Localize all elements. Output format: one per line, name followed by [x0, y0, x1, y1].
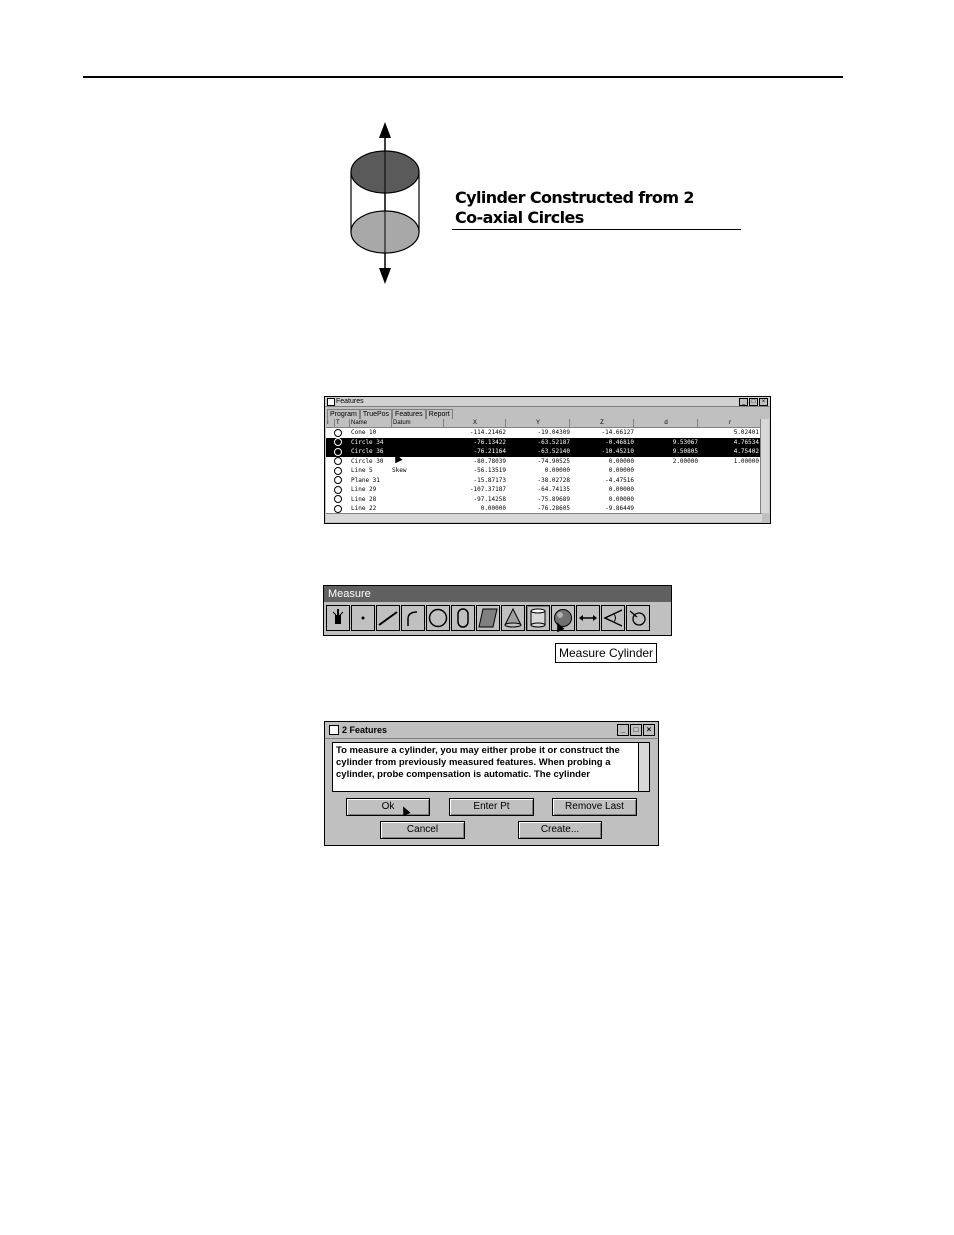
column-header-d[interactable]: d: [634, 419, 698, 427]
feature-x: -76.13422: [473, 438, 506, 446]
cylinder-button[interactable]: [526, 605, 550, 631]
feature-datum: [392, 504, 444, 513]
column-header-datum[interactable]: Datum: [392, 419, 444, 427]
probe-button[interactable]: [326, 605, 350, 631]
feature-type-icon: [334, 486, 342, 494]
features-window-title: Features: [336, 398, 364, 405]
feature-name: Line 5: [351, 467, 373, 474]
figure-title: [455, 188, 694, 228]
column-header-r[interactable]: r: [698, 419, 762, 427]
features-window-titlebar[interactable]: [325, 397, 770, 407]
dialog-message: To measure a cylinder, you may either probe it or construct the cylinder from previously measured features. When probing a cylinder, probe compensation is automatic. The cylinder: [336, 745, 620, 780]
slot-button[interactable]: [451, 605, 475, 631]
column-header-z[interactable]: Z: [570, 419, 634, 427]
column-header-t[interactable]: T: [335, 419, 350, 427]
table-row[interactable]: [326, 457, 762, 467]
column-header-i[interactable]: I: [326, 419, 335, 427]
feature-type-icon: [334, 505, 342, 513]
feature-x: -15.87173: [473, 476, 506, 484]
enter-pt-button[interactable]: Enter Pt: [449, 798, 534, 816]
feature-x: -114.21462: [469, 429, 506, 436]
table-row[interactable]: [326, 495, 762, 505]
feature-d: [634, 485, 698, 495]
feature-y: -64.74135: [537, 486, 570, 493]
dialog-message-box[interactable]: [332, 742, 650, 792]
cone-icon: [504, 608, 522, 628]
header-rule: [83, 76, 843, 78]
features-window: [324, 396, 771, 524]
feature-y: 0.00000: [544, 467, 570, 474]
feature-type-icon: [334, 457, 342, 465]
shape-icon: [326, 504, 350, 513]
distance-button[interactable]: [576, 605, 600, 631]
feature-r: [698, 485, 762, 495]
dialog-maximize-icon[interactable]: □: [630, 724, 642, 736]
feature-name: Line 28: [351, 495, 377, 503]
line-button[interactable]: [376, 605, 400, 631]
feature-name: Line 29: [351, 486, 377, 493]
feature-x: -76.21164: [473, 448, 506, 455]
feature-r: [698, 466, 762, 476]
orientation-button[interactable]: [626, 605, 650, 631]
table-row[interactable]: [326, 466, 762, 476]
feature-datum: [392, 438, 444, 448]
feature-z: -10.45210: [601, 448, 634, 455]
feature-r: 4.76534: [733, 438, 759, 446]
feature-d: [634, 476, 698, 486]
tab-program[interactable]: Program: [327, 409, 360, 419]
feature-x: -80.78039: [473, 457, 506, 465]
feature-type-icon: [334, 438, 342, 446]
column-header-y[interactable]: Y: [506, 419, 570, 427]
cone-button[interactable]: [501, 605, 525, 631]
figure-title-underline: [452, 229, 741, 230]
cancel-button[interactable]: Cancel: [380, 821, 465, 839]
dialog-close-icon[interactable]: ×: [643, 724, 655, 736]
point-button[interactable]: [351, 605, 375, 631]
shape-icon: [326, 495, 350, 505]
feature-datum: [392, 495, 444, 505]
feature-r: [698, 504, 762, 513]
dialog-minimize-icon[interactable]: _: [617, 724, 629, 736]
table-row[interactable]: [326, 476, 762, 486]
feature-d: 2.00000: [672, 457, 698, 465]
feature-y: -75.89689: [537, 495, 570, 503]
feature-y: -63.52187: [537, 438, 570, 446]
feature-y: -38.02728: [537, 476, 570, 484]
feature-datum: [392, 428, 444, 438]
arc-button[interactable]: [401, 605, 425, 631]
figure-title-line1: Cylinder Constructed from 2: [455, 188, 694, 207]
window-menu-icon[interactable]: [327, 398, 335, 406]
dialog-menu-icon[interactable]: [329, 725, 339, 735]
feature-d: [634, 504, 698, 513]
shape-icon: [326, 457, 350, 467]
grid-header: [326, 419, 762, 428]
feature-x: 0.00000: [480, 505, 506, 512]
circle-button[interactable]: [426, 605, 450, 631]
point-icon: [355, 609, 371, 627]
feature-name: Plane 31: [351, 476, 380, 484]
feature-type-icon: [334, 476, 342, 484]
feature-y: -76.28605: [537, 505, 570, 512]
feature-r: 4.75402: [733, 448, 759, 455]
slot-icon: [456, 608, 470, 628]
feature-z: 0.00000: [608, 457, 634, 465]
feature-z: 0.00000: [608, 467, 634, 474]
dialog-message-scrollbar[interactable]: [638, 743, 649, 791]
remove-last-button[interactable]: Remove Last: [552, 798, 637, 816]
cylinder-illustration: [340, 118, 434, 288]
feature-name: Line 22: [351, 505, 377, 512]
column-header-name[interactable]: Name: [350, 419, 392, 427]
shape-icon: [326, 438, 350, 448]
feature-r: [698, 476, 762, 486]
dialog-title: 2 Features: [342, 725, 388, 735]
maximize-icon[interactable]: □: [749, 398, 758, 406]
feature-z: -0.46810: [605, 438, 634, 446]
arc-icon: [405, 609, 421, 627]
feature-d: 9.53067: [672, 438, 698, 446]
table-row[interactable]: [326, 504, 762, 513]
feature-name: Circle 34: [351, 438, 384, 446]
feature-x: -56.13519: [473, 467, 506, 474]
probe-icon: [330, 609, 346, 627]
tab-features[interactable]: Features: [392, 409, 426, 419]
shape-icon: [326, 485, 350, 495]
shape-icon: [326, 447, 350, 457]
measure-toolbar-title: Measure: [324, 586, 671, 602]
tab-report[interactable]: Report: [426, 409, 453, 419]
angle-button[interactable]: [601, 605, 625, 631]
tab-truepos[interactable]: TruePos: [360, 409, 392, 419]
table-row[interactable]: [326, 428, 762, 438]
feature-r: 1.00000: [733, 457, 759, 465]
features-horizontal-scrollbar[interactable]: [326, 513, 762, 522]
feature-datum: [392, 485, 444, 495]
feature-r: 5.02401: [733, 429, 759, 436]
feature-name: Cone 10: [351, 429, 377, 436]
feature-z: -9.86449: [605, 505, 634, 512]
feature-z: -14.66127: [601, 429, 634, 436]
ok-button[interactable]: Ok: [346, 798, 430, 816]
two-features-dialog: [324, 721, 659, 846]
orientation-icon: [628, 608, 648, 628]
features-tabs: [325, 407, 770, 419]
feature-z: -4.47516: [605, 476, 634, 484]
feature-y: -63.52140: [537, 448, 570, 455]
feature-type-icon: [334, 495, 342, 503]
measure-toolbar: [323, 585, 672, 636]
circle-icon: [428, 608, 448, 628]
feature-d: [634, 466, 698, 476]
features-vertical-scrollbar[interactable]: [760, 419, 769, 513]
plane-button[interactable]: [476, 605, 500, 631]
cylinder-icon: [529, 608, 547, 628]
feature-r: [698, 495, 762, 505]
feature-datum: [392, 476, 444, 486]
feature-datum: Skew: [392, 467, 407, 474]
close-icon[interactable]: ×: [759, 398, 768, 406]
feature-name: Circle 30: [351, 457, 384, 465]
figure-title-line2: Co-axial Circles: [455, 208, 584, 227]
line-icon: [378, 609, 398, 627]
angle-icon: [603, 608, 623, 628]
feature-x: -107.37187: [469, 486, 506, 493]
distance-icon: [578, 611, 598, 625]
feature-y: -19.04309: [537, 429, 570, 436]
shape-icon: [326, 476, 350, 486]
feature-type-icon: [334, 467, 342, 475]
feature-d: [634, 428, 698, 438]
create-button[interactable]: Create...: [518, 821, 602, 839]
feature-type-icon: [334, 429, 342, 437]
table-row[interactable]: [326, 485, 762, 495]
plane-icon: [478, 608, 498, 628]
feature-type-icon: [334, 448, 342, 456]
feature-y: -74.90525: [537, 457, 570, 465]
table-row[interactable]: [326, 438, 762, 448]
shape-icon: [326, 466, 350, 476]
column-header-x[interactable]: X: [444, 419, 506, 427]
feature-z: 0.00000: [608, 495, 634, 503]
feature-name: Circle 36: [351, 448, 384, 455]
shape-icon: [326, 428, 350, 438]
dialog-titlebar[interactable]: [325, 722, 658, 739]
features-grid: [326, 419, 762, 513]
minimize-icon[interactable]: _: [739, 398, 748, 406]
measure-cylinder-tooltip: Measure Cylinder: [555, 643, 657, 663]
feature-z: 0.00000: [608, 486, 634, 493]
feature-d: [634, 495, 698, 505]
feature-x: -97.14258: [473, 495, 506, 503]
feature-d: 9.50805: [672, 448, 698, 455]
